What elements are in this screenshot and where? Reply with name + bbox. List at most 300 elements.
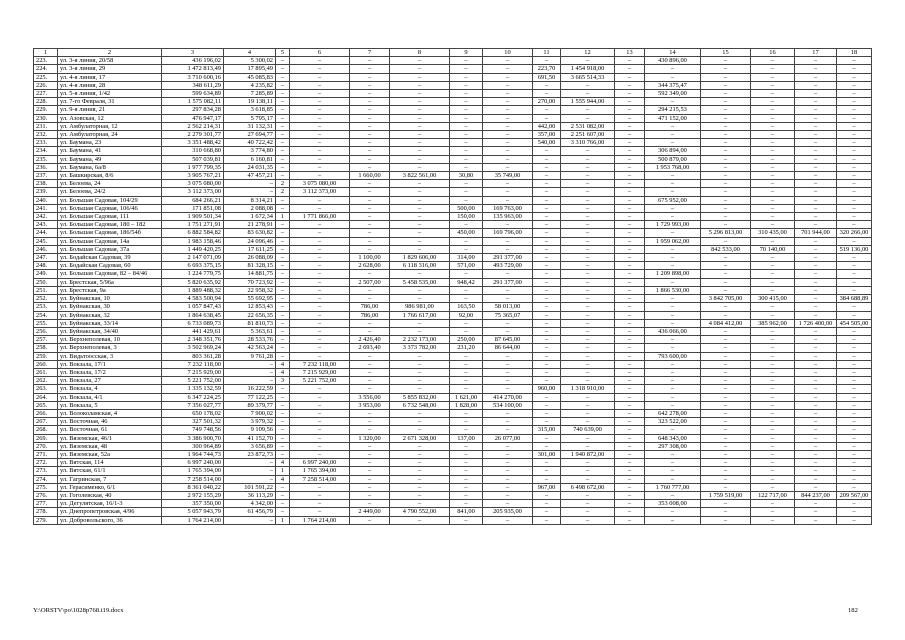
value-cell: – <box>533 319 561 327</box>
value-cell: – <box>561 286 615 294</box>
value-cell: – <box>533 434 561 442</box>
value-cell: 5 296 813,00 <box>701 229 751 237</box>
value-cell: 1 209 898,00 <box>645 270 701 278</box>
value-cell: – <box>450 418 483 426</box>
value-cell: 2 251 607,00 <box>561 131 615 139</box>
value-cell: – <box>701 483 751 491</box>
value-cell: – <box>795 122 837 130</box>
value-cell: 3 351 488,42 <box>162 139 224 147</box>
value-cell: – <box>390 483 450 491</box>
value-cell: 385 962,00 <box>751 319 795 327</box>
value-cell: 17 611,25 <box>224 245 276 253</box>
row-number-cell: 277. <box>34 500 58 508</box>
value-cell: 4 <box>276 368 290 376</box>
value-cell: – <box>561 106 615 114</box>
value-cell: – <box>751 90 795 98</box>
table-row <box>34 221 872 229</box>
value-cell: – <box>837 204 872 212</box>
column-header-18: 18 <box>837 49 872 57</box>
address-cell: ул. Вокзала, 4/1 <box>58 393 162 401</box>
value-cell: – <box>390 98 450 106</box>
table-row <box>34 401 872 409</box>
value-cell: – <box>483 65 533 73</box>
value-cell: 3 953,00 <box>350 401 390 409</box>
value-cell: – <box>795 467 837 475</box>
value-cell: – <box>795 418 837 426</box>
value-cell: – <box>561 163 615 171</box>
value-cell: – <box>290 434 350 442</box>
value-cell: – <box>615 508 645 516</box>
value-cell: 35 749,00 <box>483 172 533 180</box>
table-row <box>34 286 872 294</box>
column-header-7: 7 <box>350 49 390 57</box>
address-cell: ул. Большая Садовая, 82 – 84/46 <box>58 270 162 278</box>
value-cell: 12 853,43 <box>224 303 276 311</box>
value-cell: – <box>645 368 701 376</box>
value-cell: – <box>615 418 645 426</box>
value-cell: – <box>795 442 837 450</box>
address-cell: ул. Дегулятская, 16/1-3 <box>58 500 162 508</box>
value-cell: – <box>483 196 533 204</box>
value-cell: – <box>837 303 872 311</box>
value-cell: – <box>350 491 390 499</box>
value-cell: – <box>701 139 751 147</box>
value-cell: – <box>450 114 483 122</box>
value-cell: – <box>390 286 450 294</box>
value-cell: – <box>795 434 837 442</box>
value-cell: 7 215 929,00 <box>290 368 350 376</box>
value-cell: – <box>701 131 751 139</box>
value-cell: – <box>561 172 615 180</box>
value-cell: 3 842 705,00 <box>701 295 751 303</box>
value-cell: – <box>350 155 390 163</box>
value-cell: – <box>390 352 450 360</box>
table-row <box>34 434 872 442</box>
value-cell: – <box>533 368 561 376</box>
value-cell: – <box>533 286 561 294</box>
row-number-cell: 249. <box>34 270 58 278</box>
value-cell: – <box>533 336 561 344</box>
table-row <box>34 500 872 508</box>
value-cell: 353 008,00 <box>645 500 701 508</box>
value-cell: – <box>837 262 872 270</box>
value-cell: – <box>751 73 795 81</box>
value-cell: – <box>751 254 795 262</box>
value-cell: – <box>276 81 290 89</box>
value-cell: 5 221 752,00 <box>290 377 350 385</box>
value-cell: 3 556,00 <box>350 393 390 401</box>
value-cell: – <box>751 163 795 171</box>
row-number-cell: 225. <box>34 73 58 81</box>
value-cell: – <box>701 204 751 212</box>
value-cell: – <box>795 213 837 221</box>
value-cell: – <box>615 295 645 303</box>
address-cell: ул. Большая Садовая, 106/46 <box>58 204 162 212</box>
row-number-cell: 226. <box>34 81 58 89</box>
value-cell: – <box>390 360 450 368</box>
value-cell: – <box>645 319 701 327</box>
value-cell: – <box>795 237 837 245</box>
address-cell: ул. Волоколамская, 4 <box>58 409 162 417</box>
value-cell: – <box>483 377 533 385</box>
value-cell: – <box>701 155 751 163</box>
value-cell: 7 900,02 <box>224 409 276 417</box>
value-cell: – <box>645 73 701 81</box>
value-cell: – <box>795 262 837 270</box>
value-cell: – <box>645 450 701 458</box>
value-cell: – <box>390 319 450 327</box>
value-cell: 3 979,32 <box>224 418 276 426</box>
value-cell: – <box>751 65 795 73</box>
value-cell: – <box>837 426 872 434</box>
header-row <box>34 49 872 57</box>
column-header-11: 11 <box>533 49 561 57</box>
value-cell: – <box>751 172 795 180</box>
value-cell: – <box>751 442 795 450</box>
value-cell: 6 882 584,82 <box>162 229 224 237</box>
value-cell: – <box>645 516 701 524</box>
value-cell: – <box>533 311 561 319</box>
value-cell: – <box>701 90 751 98</box>
value-cell: 2 449,00 <box>350 508 390 516</box>
address-cell: ул. Башкирская, 8/6 <box>58 172 162 180</box>
value-cell: – <box>615 262 645 270</box>
value-cell: – <box>483 319 533 327</box>
value-cell: – <box>751 352 795 360</box>
value-cell: – <box>645 377 701 385</box>
value-cell: – <box>390 114 450 122</box>
value-cell: – <box>561 467 615 475</box>
value-cell: – <box>645 122 701 130</box>
value-cell: – <box>561 508 615 516</box>
value-cell: – <box>483 459 533 467</box>
value-cell: – <box>751 106 795 114</box>
value-cell: – <box>276 344 290 352</box>
value-cell: – <box>751 377 795 385</box>
value-cell: – <box>290 442 350 450</box>
value-cell: – <box>450 368 483 376</box>
value-cell: 3 710 600,16 <box>162 73 224 81</box>
value-cell: – <box>483 245 533 253</box>
value-cell: – <box>701 500 751 508</box>
value-cell: – <box>390 245 450 253</box>
value-cell: 2 671 328,00 <box>390 434 450 442</box>
value-cell: – <box>615 344 645 352</box>
value-cell: 23 872,73 <box>224 450 276 458</box>
value-cell: 297 308,00 <box>645 442 701 450</box>
value-cell: – <box>645 229 701 237</box>
value-cell: 1 953 768,00 <box>645 163 701 171</box>
value-cell: – <box>276 172 290 180</box>
value-cell: – <box>390 57 450 65</box>
value-cell: 1 672,34 <box>224 213 276 221</box>
value-cell: 1 864 638,45 <box>162 311 224 319</box>
value-cell: – <box>561 196 615 204</box>
value-cell: – <box>533 237 561 245</box>
row-number-cell: 259. <box>34 352 58 360</box>
value-cell: – <box>450 188 483 196</box>
value-cell: – <box>450 221 483 229</box>
value-cell: – <box>276 262 290 270</box>
value-cell: 320 266,00 <box>837 229 872 237</box>
value-cell: 205 935,00 <box>483 508 533 516</box>
value-cell: – <box>390 90 450 98</box>
value-cell: – <box>795 303 837 311</box>
value-cell: – <box>483 409 533 417</box>
value-cell: – <box>533 516 561 524</box>
value-cell: – <box>837 344 872 352</box>
value-cell: – <box>533 393 561 401</box>
value-cell: 323 522,00 <box>645 418 701 426</box>
value-cell: 348 611,29 <box>162 81 224 89</box>
row-number-cell: 255. <box>34 319 58 327</box>
value-cell: – <box>701 311 751 319</box>
value-cell: – <box>533 106 561 114</box>
value-cell: – <box>795 377 837 385</box>
row-number-cell: 263. <box>34 385 58 393</box>
address-cell: ул. Вяземская, 52а <box>58 450 162 458</box>
value-cell: – <box>615 73 645 81</box>
value-cell: – <box>751 237 795 245</box>
value-cell: – <box>290 172 350 180</box>
value-cell: – <box>795 98 837 106</box>
value-cell: – <box>615 311 645 319</box>
address-cell: ул. 5-я линия, 1/42 <box>58 90 162 98</box>
value-cell: – <box>483 270 533 278</box>
value-cell: – <box>561 516 615 524</box>
value-cell: 22 958,32 <box>224 286 276 294</box>
value-cell: – <box>615 245 645 253</box>
value-cell: – <box>290 295 350 303</box>
value-cell: – <box>290 311 350 319</box>
value-cell: – <box>390 409 450 417</box>
value-cell: 5 458 535,00 <box>390 278 450 286</box>
value-cell: – <box>795 188 837 196</box>
value-cell: 5 855 832,00 <box>390 393 450 401</box>
value-cell: – <box>390 221 450 229</box>
value-cell: 1 335 132,59 <box>162 385 224 393</box>
value-cell: – <box>450 385 483 393</box>
value-cell: – <box>390 270 450 278</box>
value-cell: – <box>533 303 561 311</box>
value-cell: – <box>751 483 795 491</box>
value-cell: – <box>701 196 751 204</box>
table-row <box>34 172 872 180</box>
value-cell: – <box>615 213 645 221</box>
value-cell: – <box>350 213 390 221</box>
table-row <box>34 393 872 401</box>
value-cell: 3 774,80 <box>224 147 276 155</box>
value-cell: 87 645,00 <box>483 336 533 344</box>
value-cell: – <box>390 450 450 458</box>
value-cell: 344 375,47 <box>645 81 701 89</box>
value-cell: 507 039,81 <box>162 155 224 163</box>
value-cell: 1 759 519,00 <box>701 491 751 499</box>
table-row <box>34 352 872 360</box>
value-cell: – <box>561 81 615 89</box>
value-cell: – <box>450 483 483 491</box>
value-cell: 599 634,89 <box>162 90 224 98</box>
value-cell: – <box>276 114 290 122</box>
value-cell: – <box>615 491 645 499</box>
data-table <box>33 48 872 525</box>
value-cell: 2 507,00 <box>350 278 390 286</box>
value-cell: – <box>390 459 450 467</box>
value-cell: 740 639,00 <box>561 426 615 434</box>
value-cell: – <box>837 385 872 393</box>
address-cell: ул. Большая Садовая, 180 – 182 <box>58 221 162 229</box>
footer-page-number: 182 <box>848 607 858 614</box>
value-cell: – <box>533 344 561 352</box>
table-row <box>34 270 872 278</box>
value-cell: 1 764 214,00 <box>162 516 224 524</box>
address-cell: ул. 3-я линия, 29 <box>58 65 162 73</box>
table-row <box>34 467 872 475</box>
value-cell: 5 221 752,00 <box>162 377 224 385</box>
value-cell: 749 748,56 <box>162 426 224 434</box>
value-cell: – <box>290 57 350 65</box>
value-cell: 300 964,89 <box>162 442 224 450</box>
value-cell: 1 866 530,00 <box>645 286 701 294</box>
value-cell: 150,00 <box>450 213 483 221</box>
value-cell: – <box>561 188 615 196</box>
value-cell: 1 555 944,00 <box>561 98 615 106</box>
value-cell: 122 717,00 <box>751 491 795 499</box>
address-cell: ул. Буйнакская, 10 <box>58 295 162 303</box>
value-cell: – <box>390 229 450 237</box>
value-cell: 314,00 <box>450 254 483 262</box>
address-cell: ул. Брестская, 9а <box>58 286 162 294</box>
value-cell: – <box>533 327 561 335</box>
value-cell: – <box>350 270 390 278</box>
value-cell: – <box>290 409 350 417</box>
value-cell: 30,80 <box>450 172 483 180</box>
value-cell: 1 829 606,00 <box>390 254 450 262</box>
value-cell: – <box>483 418 533 426</box>
value-cell: – <box>450 81 483 89</box>
value-cell: – <box>350 319 390 327</box>
value-cell: – <box>751 270 795 278</box>
value-cell: 83 630,82 <box>224 229 276 237</box>
value-cell: – <box>483 500 533 508</box>
value-cell: – <box>645 188 701 196</box>
value-cell: – <box>701 188 751 196</box>
value-cell: – <box>561 213 615 221</box>
address-cell: ул. Днепропетровская, 4/96 <box>58 508 162 516</box>
value-cell: – <box>483 327 533 335</box>
row-number-cell: 256. <box>34 327 58 335</box>
value-cell: – <box>483 131 533 139</box>
value-cell: – <box>561 270 615 278</box>
address-cell: ул. Вятская, 114 <box>58 459 162 467</box>
value-cell: – <box>290 114 350 122</box>
value-cell: 28 533,76 <box>224 336 276 344</box>
value-cell: – <box>751 508 795 516</box>
value-cell: 691,50 <box>533 73 561 81</box>
value-cell: – <box>615 57 645 65</box>
value-cell: 291 377,00 <box>483 254 533 262</box>
address-cell: ул. Буйнакская, 32 <box>58 311 162 319</box>
address-cell: ул. Буйнакская, 33/14 <box>58 319 162 327</box>
value-cell: – <box>350 450 390 458</box>
value-cell: 1 320,00 <box>350 434 390 442</box>
table-row <box>34 106 872 114</box>
row-number-cell: 224. <box>34 65 58 73</box>
value-cell: – <box>390 467 450 475</box>
value-cell: – <box>290 319 350 327</box>
value-cell: 310 668,80 <box>162 147 224 155</box>
value-cell: – <box>450 327 483 335</box>
value-cell: – <box>290 237 350 245</box>
value-cell: 70 140,00 <box>751 245 795 253</box>
value-cell: – <box>701 278 751 286</box>
value-cell: – <box>795 295 837 303</box>
value-cell: – <box>615 147 645 155</box>
value-cell: – <box>450 196 483 204</box>
value-cell: 21 278,91 <box>224 221 276 229</box>
value-cell: – <box>483 139 533 147</box>
value-cell: – <box>350 467 390 475</box>
value-cell: – <box>483 114 533 122</box>
table-row <box>34 418 872 426</box>
value-cell: – <box>390 131 450 139</box>
value-cell: – <box>561 336 615 344</box>
value-cell: – <box>645 467 701 475</box>
value-cell: – <box>350 139 390 147</box>
row-number-cell: 243. <box>34 221 58 229</box>
value-cell: – <box>751 434 795 442</box>
value-cell: – <box>533 147 561 155</box>
value-cell: – <box>837 401 872 409</box>
value-cell: 1 977 799,35 <box>162 163 224 171</box>
row-number-cell: 237. <box>34 172 58 180</box>
value-cell: – <box>390 65 450 73</box>
value-cell: 1 <box>276 213 290 221</box>
address-cell: ул. Амбулаторная, 24 <box>58 131 162 139</box>
value-cell: – <box>276 401 290 409</box>
value-cell: 2 426,40 <box>350 336 390 344</box>
value-cell: 3 386 900,70 <box>162 434 224 442</box>
value-cell: – <box>615 377 645 385</box>
value-cell: – <box>276 336 290 344</box>
value-cell: – <box>701 57 751 65</box>
value-cell: – <box>533 196 561 204</box>
value-cell: 301,00 <box>533 450 561 458</box>
value-cell: – <box>276 237 290 245</box>
value-cell: – <box>450 360 483 368</box>
value-cell: – <box>224 180 276 188</box>
value-cell: 960,00 <box>533 385 561 393</box>
value-cell: 1 983 158,46 <box>162 237 224 245</box>
value-cell: 675 952,00 <box>645 196 701 204</box>
value-cell: 841,00 <box>450 508 483 516</box>
value-cell: – <box>533 229 561 237</box>
table-row <box>34 459 872 467</box>
value-cell: – <box>350 180 390 188</box>
value-cell: 5 820 635,92 <box>162 278 224 286</box>
value-cell: – <box>450 516 483 524</box>
value-cell: – <box>701 106 751 114</box>
value-cell: – <box>276 221 290 229</box>
value-cell: – <box>276 295 290 303</box>
value-cell: – <box>701 73 751 81</box>
table-row <box>34 409 872 417</box>
value-cell: – <box>561 319 615 327</box>
value-cell: – <box>276 508 290 516</box>
value-cell: – <box>701 409 751 417</box>
value-cell: 3 075 080,00 <box>290 180 350 188</box>
value-cell: – <box>751 221 795 229</box>
